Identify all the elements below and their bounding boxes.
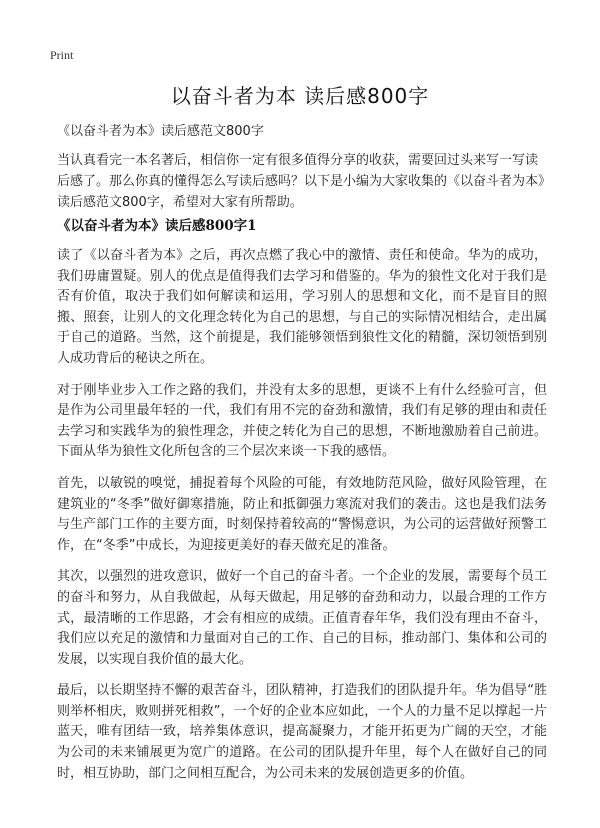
body-paragraph: 对于刚毕业步入工作之路的我们，并没有太多的思想，更谈不上有什么经验可言，但是作为公司里最年轻的一代，我们有用不完的奋劲和激情，我们有足够的理由和责任去学习和实践华为的狼性理念，并使之转化为自己的思想，不断地激励着自己前进。下面从华为狼性文化所包含的三个层次来谈一下我的感悟。: [57, 382, 547, 460]
page-title: 以奋斗者为本 读后感800字: [170, 84, 430, 108]
intro-paragraph: 当认真看完一本名著后，相信你一定有很多值得分享的收获，需要回过头来写一写读后感了。那么你真的懂得怎么写读后感吗？以下是小编为大家收集的《以奋斗者为本》读后感范文800字，希望对大家有所帮助。: [57, 153, 545, 210]
body-paragraph: 首先，以敏锐的嗅觉，捕捉着每个风险的可能，有效地防范风险，做好风险管理，在建筑业的“冬季”做好御寒措施，防止和抵御强力寒流对我们的袭击。这也是我们法务与生产部门工作的主要方面，时刻保持着较高的“警惕意识，为公司的运营做好预警工作，在“冬季”中成长，为迎接更美好的春天做充足的准备。: [57, 475, 547, 553]
section-heading: 《以奋斗者为本》读后感800字1: [57, 218, 257, 234]
body-paragraph: 读了《以奋斗者为本》之后，再次点燃了我心中的激情、责任和使命。华为的成功，我们毋庸置疑。别人的优点是值得我们去学习和借鉴的。华为的狼性文化对于我们是否有价值，取决于我们如何解读和运用，学习别人的思想和文化，而不是盲目的照搬、照套，让别人的文化理念转化为自己的思想，与自己的实际情况相结合，走出属于自己的道路。当然，这个前提是，我们能够领悟到狼性文化的精髓，深切领悟到别人成功背后的秘诀之所在。: [57, 248, 547, 366]
article-body: [57, 246, 547, 795]
print-label: Print: [50, 48, 74, 62]
article-subtitle: 《以奋斗者为本》读后感范文800字: [57, 124, 264, 139]
body-paragraph: 其次，以强烈的进攻意识，做好一个自己的奋斗者。一个企业的发展，需要每个员工的奋斗和努力，从自我做起，从每天做起，用足够的奋劲和动力，以最合理的工作方式，最清晰的工作思路，才会有相应的成绩。正值青春年华，我们没有理由不奋斗，我们应以充足的激情和力量面对自己的工作、自己的目标，推动部门、集体和公司的发展，以实现自我价值的最大化。: [57, 569, 547, 667]
body-paragraph: 最后，以长期坚持不懈的艰苦奋斗，团队精神，打造我们的团队提升年。华为倡导“胜则举杯相庆，败则拼死相救”，一个好的企业本应如此，一个人的力量不足以撑起一片蓝天，唯有团结一致，培养集体意识，提高凝聚力，才能开拓更为广阔的天空，才能为公司的未来铺展更为宽广的道路。在公司的团队提升年里，每个人在做好自己的同时，相互协助，部门之间相互配合，为公司未来的发展创造更多的价值。: [57, 683, 547, 781]
